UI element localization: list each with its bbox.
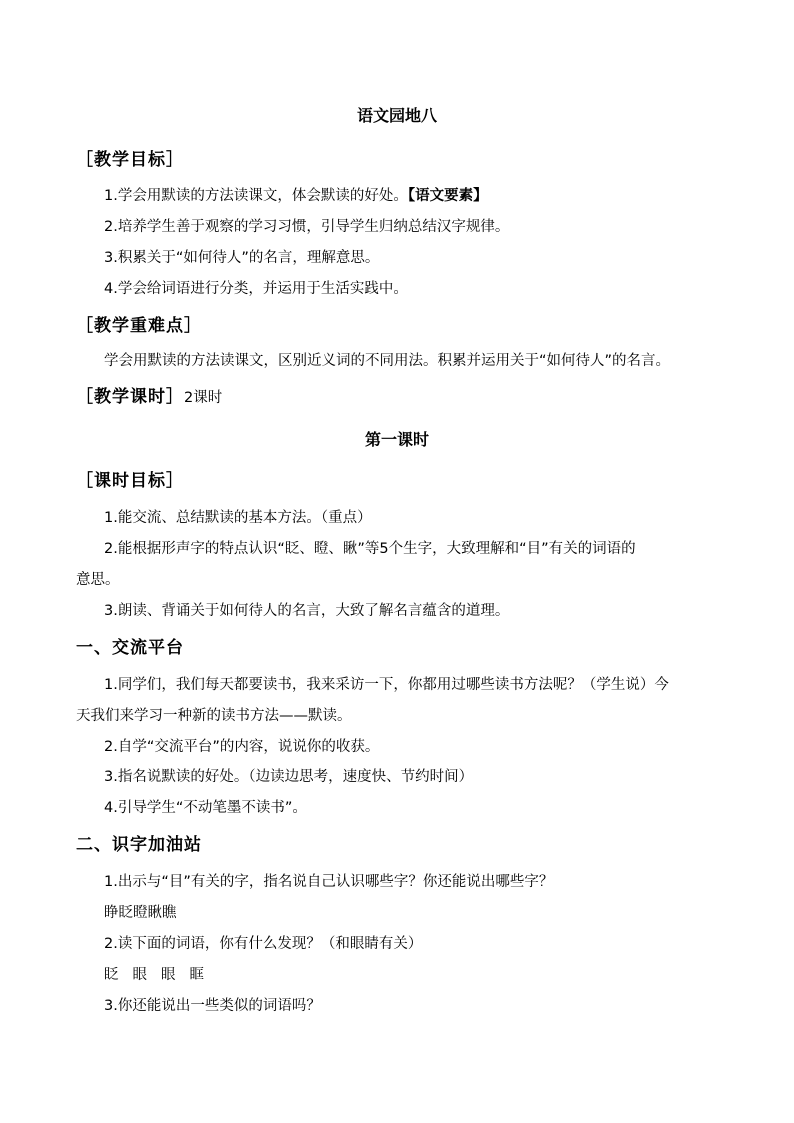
goal-item-3: 3.积累关于“如何待人”的名言，理解意思。 [104,250,380,266]
period-value: 2课时 [184,390,223,406]
lesson-goal-2: 2.能根据形声字的特点认识“眨、瞪、瞅”等5个生字，大致理解和“目”有关的词语的 [104,541,636,557]
section2-item-1: 1.出示与“目”有关的字，指名说自己认识哪些字？你还能说出哪些字？ [104,874,554,890]
section1-heading: 一、交流平台 [76,638,184,658]
lesson-goal-2-cont: 意思。 [76,572,120,588]
goal-item-2: 2.培养学生善于观察的学习习惯，引导学生归纳总结汉字规律。 [104,219,510,235]
section2-item-2: 2.读下面的词语，你有什么发现？（和眼睛有关） [104,936,423,952]
period-line [76,387,222,408]
lesson-goal-3: 3.朗读、背诵关于如何待人的名言，大致了解名言蕴含的道理。 [104,603,510,619]
goal-item-1-tag: 【语文要素】 [407,188,488,204]
word-1: 眨 [104,967,119,983]
section2-item-3: 3.你还能说出一些类似的词语吗？ [104,998,321,1014]
word-2: 眼 [132,967,147,983]
page-title: 语文园地八 [356,106,437,125]
goals-heading: ［教学目标］ [76,150,184,170]
goal-item-1-text: 1.学会用默读的方法读课文，体会默读的好处。 [104,188,408,204]
section1-item-1: 1.同学们，我们每天都要读书，我来采访一下，你都用过哪些读书方法呢？（学生说）今 [104,677,669,693]
section2-heading: 二、识字加油站 [76,835,202,855]
section2-char-list: 睁眨瞪瞅瞧 [104,905,177,921]
section1-item-2: 2.自学“交流平台”的内容，说说你的收获。 [104,739,380,755]
section1-item-4: 4.引导学生“不动笔墨不读书”。 [104,800,307,816]
goal-item-1 [104,186,488,206]
word-4: 眶 [189,967,204,983]
lesson-goal-1: 1.能交流、总结默读的基本方法。（重点） [104,510,372,526]
difficulty-text: 学会用默读的方法读课文，区别近义词的不同用法。积累并运用关于“如何待人”的名言。 [104,353,671,369]
section1-item-1-cont: 天我们来学习一种新的读书方法——默读。 [76,708,352,724]
word-3: 眼 [161,967,176,983]
goal-item-4: 4.学会给词语进行分类，并运用于生活实践中。 [104,281,408,297]
period-heading: ［教学课时］ [76,387,184,407]
section2-word-list [104,965,204,985]
lesson-goals-heading: ［课时目标］ [76,471,184,491]
section1-item-3: 3.指名说默读的好处。（边读边思考，速度快、节约时间） [104,769,474,785]
lesson1-title: 第一课时 [364,430,429,449]
difficulty-heading: ［教学重难点］ [76,316,202,336]
